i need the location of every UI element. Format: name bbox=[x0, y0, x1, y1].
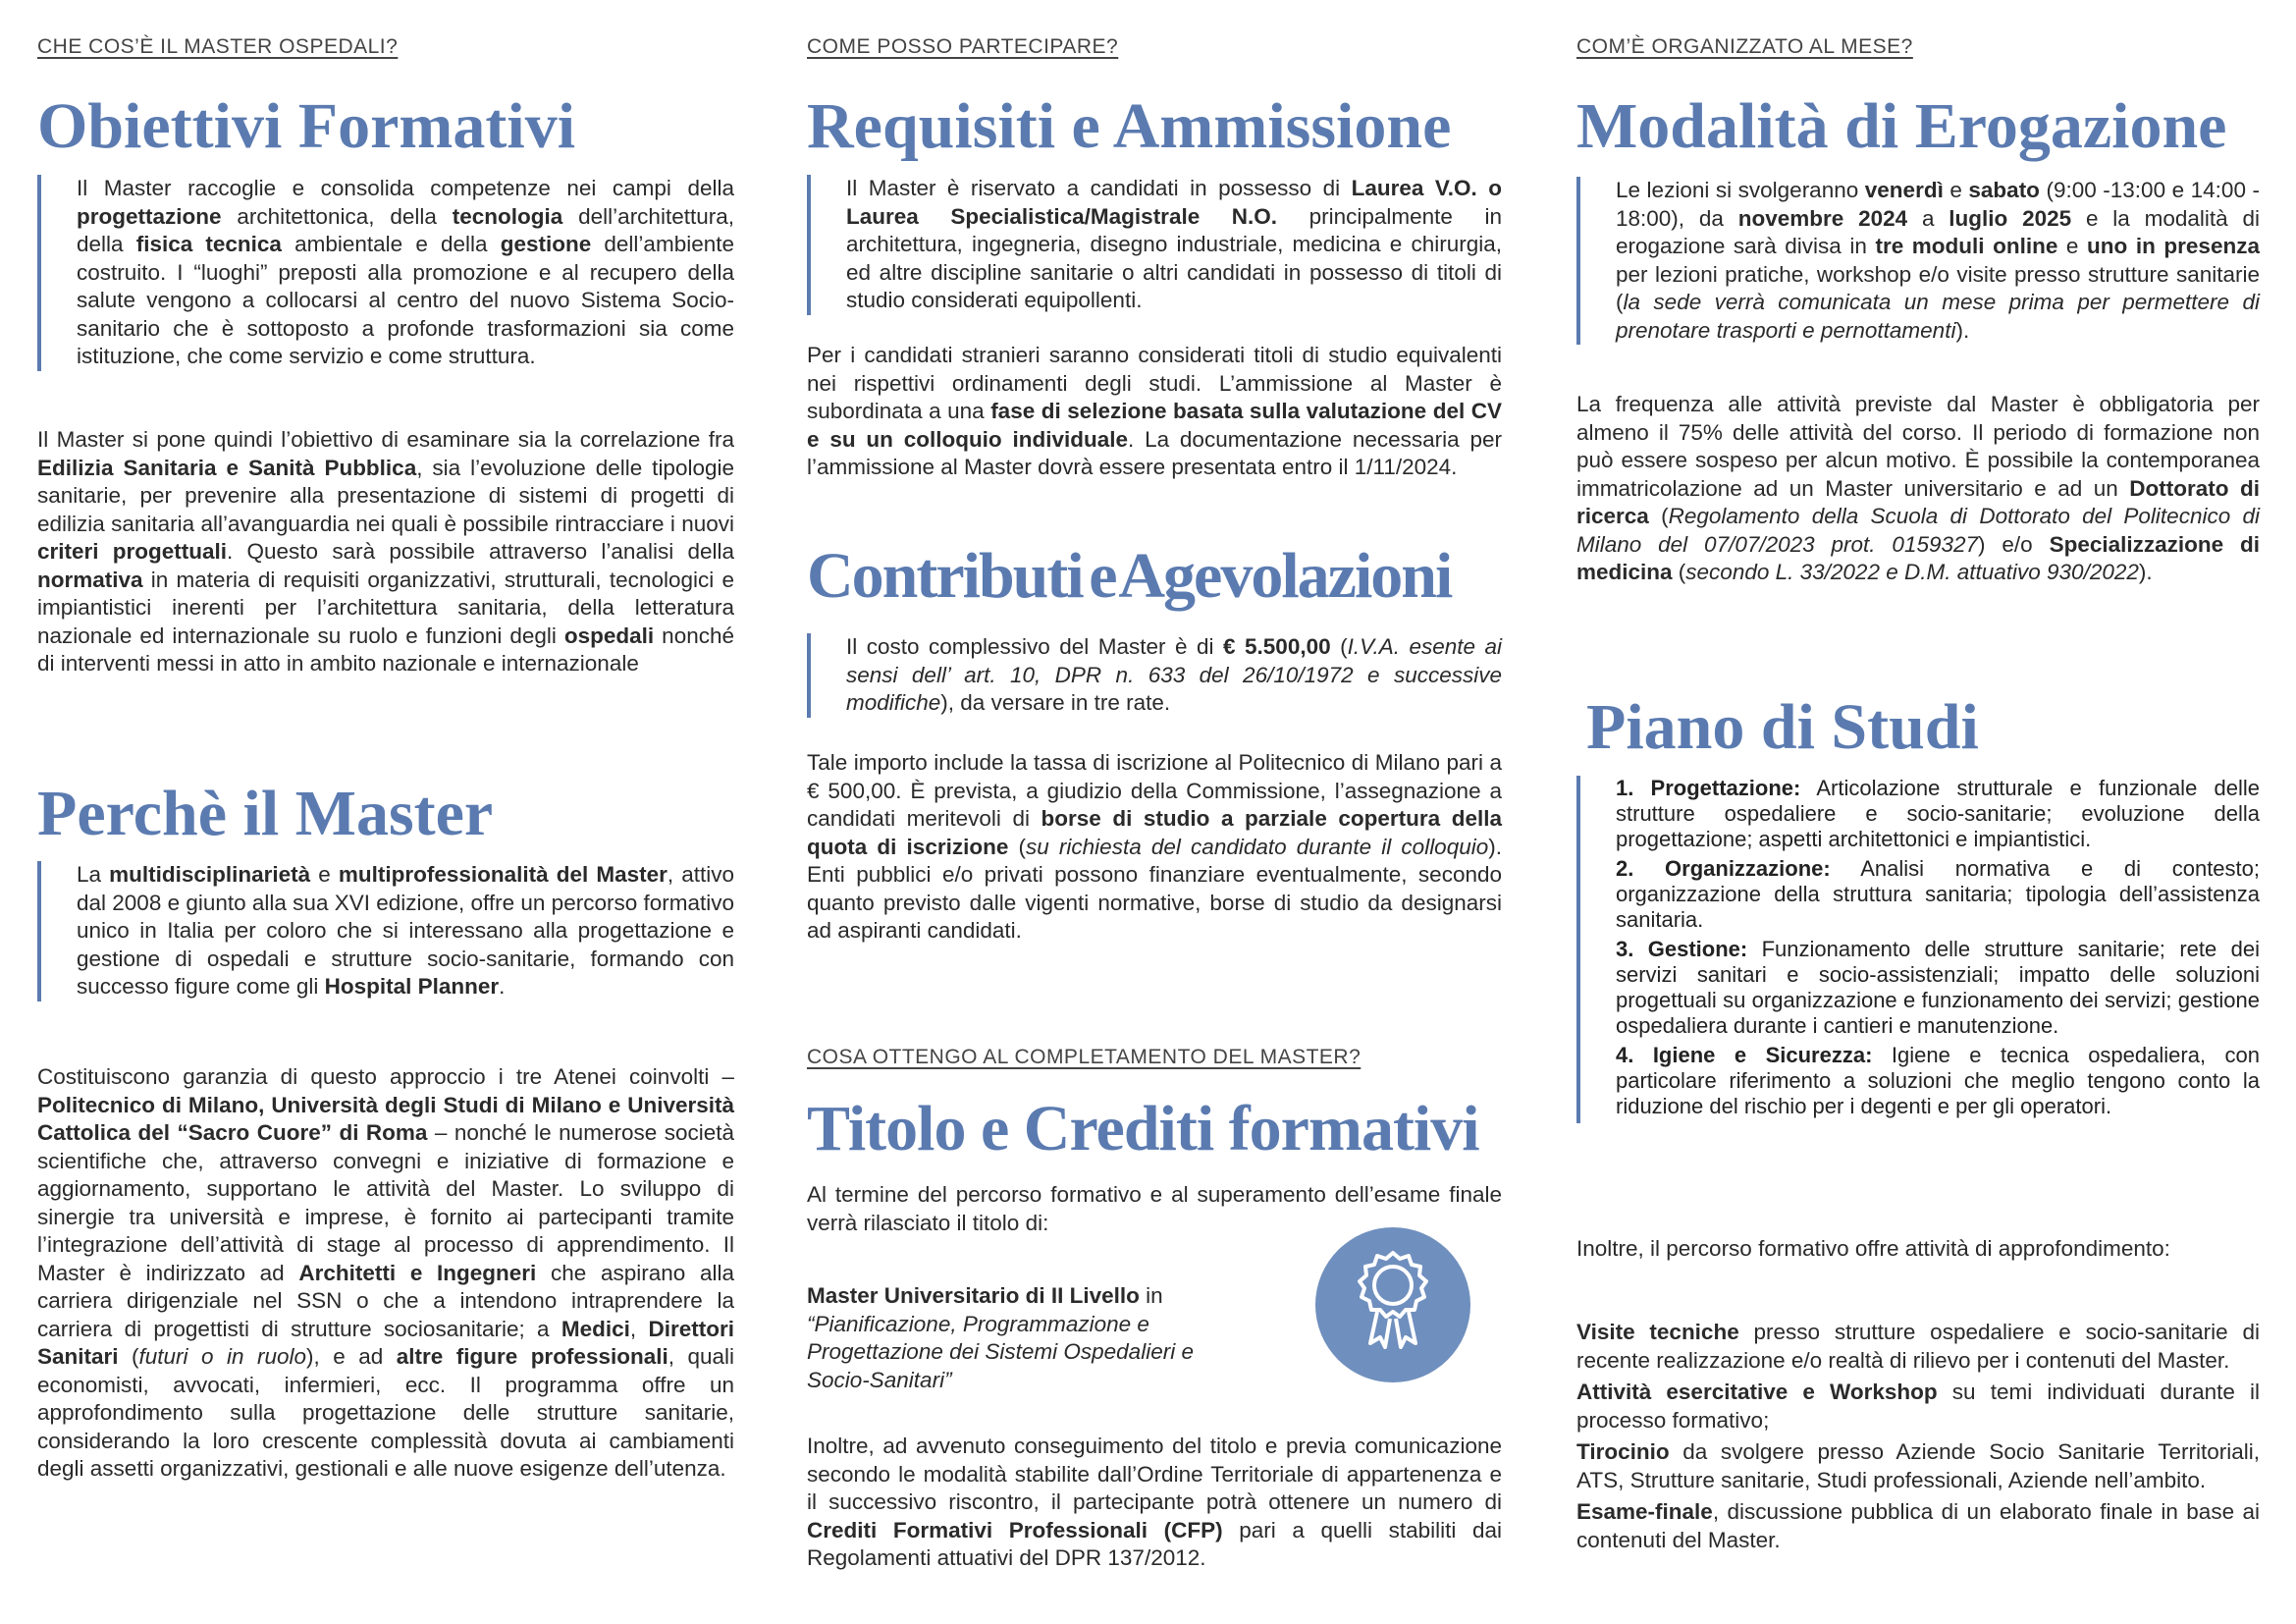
titolo-master: Master Universitario di II Livello in “Pianificazione, Programmazione e Progettazione dei Sistemi Ospedalieri e Socio-Sanitari” bbox=[807, 1283, 1194, 1392]
heading-titolo: Titolo e Crediti formativi bbox=[807, 1093, 1479, 1164]
modalita-quote-text: Le lezioni si svolgeranno venerdì e sabato (9:00 -13:00 e 14:00 - 18:00), da novembre 2024 a luglio 2025 e la modalità di erogazione sarà divisa in tre moduli online e uno in presenza per lezioni pratiche, workshop e/o visite presso strutture sanitarie (la sede verrà comunicata un mese prima per permettere di prenotare trasporti e pernottamenti). bbox=[1616, 178, 2260, 343]
piano-list bbox=[1576, 776, 2260, 1123]
attivita-item: Tirocinio da svolgere presso Aziende Socio Sanitarie Territoriali, ATS, Strutture sanitarie, Studi professionali, Aziende nell’ambito. bbox=[1576, 1439, 2260, 1492]
contributi-body: Tale importo include la tassa di iscrizione al Politecnico di Milano pari a € 500,00. È prevista, a giudizio della Commissione, l’assegnazione a candidati meritevoli di borse di studio a parziale copertura della quota di iscrizione (su richiesta del candidato durante il colloquio). Enti pubblici e/o privati possono finanziare eventualmente, secondo quanto previsto dalle vigenti normative, borse di studio da designarsi ad aspiranti candidati. bbox=[807, 750, 1502, 943]
attivita-item: Attività esercitative e Workshop su temi individuati durante il processo formativo; bbox=[1576, 1380, 2261, 1433]
obiettivi-body: Il Master si pone quindi l’obiettivo di esaminare sia la correlazione fra Edilizia Sanitaria e Sanità Pubblica, sia l’evoluzione delle tipologie sanitarie, per prevenire alla presentazione di sistemi di progetti di edilizia sanitaria all’avanguardia nei quali è possibile rintracciare i nuovi criteri progettuali. Questo sarà possibile attraverso l’analisi della normativa in materia di requisiti organizzativi, strutturali, tecnologici e impiantistici inerenti per l’architettura sanitaria, della letteratura nazionale ed internazionale su ruolo e funzioni degli ospedali nonché di interventi messi in atto in ambito nazionale e internazionale bbox=[37, 427, 735, 676]
attivita-item: Visite tecniche presso strutture ospedaliere e socio-sanitarie di recente realizzazione e/o realtà di rilievo per i contenuti del Master. bbox=[1576, 1320, 2260, 1373]
piano-item: 4. Igiene e Sicurezza: Igiene e tecnica ospedaliera, con particolare riferimento a soluzioni che meglio tengono conto la riduzione del rischio per i degenti e per gli operatori. bbox=[1616, 1043, 2260, 1118]
attivita-item: Esame-finale, discussione pubblica di un elaborato finale in base ai contenuti del Master. bbox=[1576, 1499, 2260, 1552]
section-kicker: COME POSSO PARTECIPARE? bbox=[807, 35, 1119, 58]
inoltre-text: Inoltre, il percorso formativo offre attività di approfondimento: bbox=[1576, 1236, 2170, 1261]
piano-item: 2. Organizzazione: Analisi normativa e di contesto; organizzazione della struttura sanitaria; tipologia dell’assistenza sanitaria. bbox=[1616, 856, 2260, 932]
obiettivi-quote-text: Il Master raccoglie e consolida competenze nei campi della progettazione architettonica, della tecnologia dell’architettura, della fisica tecnica ambientale e della gestione dell’ambiente costruito. I “luoghi” preposti alla promozione e al recupero della salute vengono a collocarsi al centro del nuovo Sistema Socio-sanitario che è sottoposto a profonde trasformazioni sia come istituzione, che come servizio e come struttura. bbox=[77, 176, 734, 368]
attivita-list bbox=[1576, 1319, 2260, 1558]
heading-perche: Perchè il Master bbox=[37, 778, 494, 849]
titolo-body: Inoltre, ad avvenuto conseguimento del titolo e previa comunicazione secondo le modalità stabilite dall’Ordine Territoriale di appartenenza e il successivo riscontro, il partecipante potrà ottenere un numero di Crediti Formativi Professionali (CFP) pari a quelli stabiliti dai Regolamenti attuativi del DPR 137/2012. bbox=[807, 1434, 1502, 1570]
perche-body: Costituiscono garanzia di questo approccio i tre Atenei coinvolti – Politecnico di Milano, Università degli Studi di Milano e Università Cattolica del “Sacro Cuore” di Roma – nonché le numerose società scientifiche che, attraverso convegni e iniziative di formazione e aggiornamento, supportano le attività del Master. Lo sviluppo di sinergie tra università e imprese, è fornito ai partecipanti tramite l’integrazione dell’attività di stage al processo di apprendimento. Il Master è indirizzato ad Architetti e Ingegneri che aspirano alla carriera dirigenziale nel SSN o che a intendono intraprendere la carriera di progettisti di strutture sociosanitarie; a Medici, Direttori Sanitari (futuri o in ruolo), e ad altre figure professionali, quali economisti, avvocati, infermieri, ecc. Il programma offre un approfondimento sulla progettazione delle strutture sanitarie, considerando la loro crescente complessità dovuta ai cambiamenti degli assetti organizzativi, gestionali e alle nuove esigenze dell’utenza. bbox=[37, 1064, 734, 1481]
requisiti-quote bbox=[807, 175, 1502, 315]
contributi-quote-text: Il costo complessivo del Master è di € 5.500,00 (I.V.A. esente ai sensi dell’ art. 10, DPR n. 633 del 26/10/1972 e successive modifiche), da versare in tre rate. bbox=[846, 634, 1502, 715]
titolo-intro: Al termine del percorso formativo e al superamento dell’esame finale verrà rilasciato il titolo di: bbox=[807, 1182, 1502, 1235]
modalita-body: La frequenza alle attività previste dal Master è obbligatoria per almeno il 75% delle attività del corso. Il periodo di formazione non può essere sospeso per alcun motivo. È possibile la contemporanea immatricolazione ad un Master universitario e ad un Dottorato di ricerca (Regolamento della Scuola di Dottorato del Politecnico di Milano del 07/07/2023 prot. 0159327) e/o Specializzazione di medicina (secondo L. 33/2022 e D.M. attuativo 930/2022). bbox=[1576, 392, 2260, 584]
piano-item: 1. Progettazione: Articolazione strutturale e funzionale delle strutture ospedaliere e socio-sanitarie; evoluzione della progettazione; aspetti architettonici e impiantistici. bbox=[1616, 776, 2261, 851]
modalita-quote bbox=[1576, 177, 2260, 345]
heading-requisiti: Requisiti e Ammissione bbox=[807, 90, 1452, 162]
heading-modalita: Modalità di Erogazione bbox=[1576, 90, 2227, 162]
obiettivi-quote bbox=[37, 175, 734, 371]
heading-piano: Piano di Studi bbox=[1586, 691, 1979, 763]
requisiti-body: Per i candidati stranieri saranno considerati titoli di studio equivalenti nei rispettivi ordinamenti degli studi. L’ammissione al Master è subordinata a una fase di selezione basata sulla valutazione del CV e su un colloquio individuale. La documentazione necessaria per l’ammissione al Master dovrà essere presentata entro il 1/11/2024. bbox=[807, 343, 1502, 479]
section-kicker: CHE COS’È IL MASTER OSPEDALI? bbox=[37, 35, 399, 58]
piano-item: 3. Gestione: Funzionamento delle strutture sanitarie; rete dei servizi sanitari e socio-assistenziali; impatto delle soluzioni progettuali su organizzazione e funzionamento dei servizi; gestione ospedaliera durante i cantieri e manutenzione. bbox=[1616, 937, 2260, 1038]
section-kicker: COM’È ORGANIZZATO AL MESE? bbox=[1576, 35, 1913, 58]
heading-contributi: Contributi e Agevolazioni bbox=[807, 540, 1452, 612]
requisiti-quote-text: Il Master è riservato a candidati in possesso di Laurea V.O. o Laurea Specialistica/Magistrale N.O. principalmente in architettura, ingegneria, disegno industriale, medicina e chirurgia, ed altre discipline sanitarie o altri candidati in possesso di titoli di studio considerati equipollenti. bbox=[846, 176, 1502, 312]
perche-quote bbox=[37, 861, 734, 1001]
contributi-quote bbox=[807, 633, 1502, 718]
heading-obiettivi: Obiettivi Formativi bbox=[37, 90, 576, 162]
award-medal-icon bbox=[1313, 1225, 1472, 1384]
section-kicker-2: COSA OTTENGO AL COMPLETAMENTO DEL MASTER? bbox=[807, 1046, 1362, 1068]
perche-quote-text: La multidisciplinarietà e multiprofessionalità del Master, attivo dal 2008 e giunto alla sua XVI edizione, offre un percorso formativo unico in Italia per coloro che si interessano alla progettazione e gestione di ospedali e strutture socio-sanitarie, formando con successo figure come gli Hospital Planner. bbox=[77, 862, 735, 999]
